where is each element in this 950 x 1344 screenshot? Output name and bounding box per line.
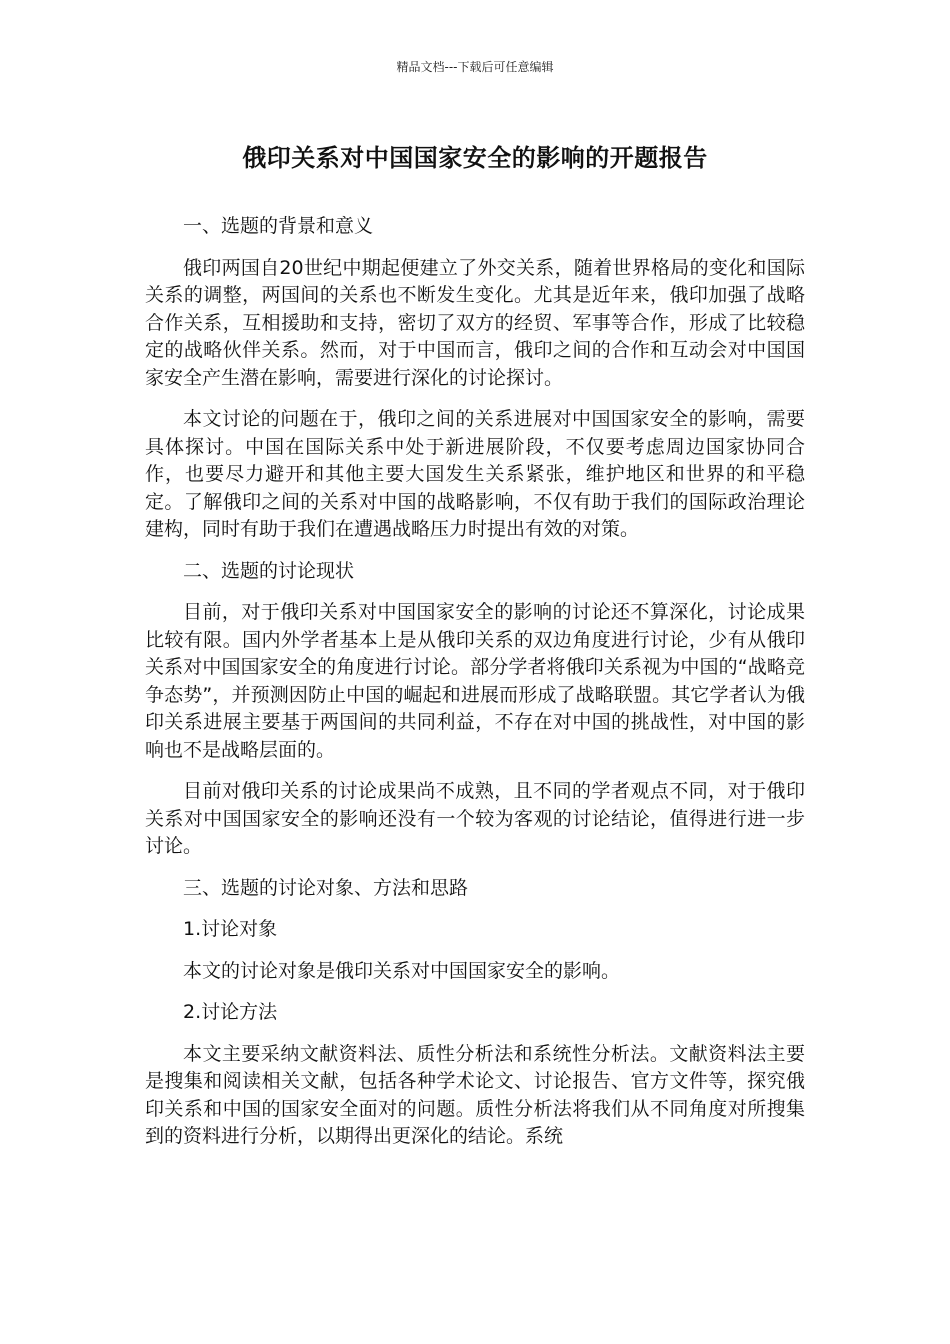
header-note: 精品文档---下载后可任意编辑 (396, 60, 554, 74)
paragraph-research-method: 本文主要采纳文献资料法、质性分析法和系统性分析法。文献资料法主要是搜集和阅读相关文献，包括各种学术论文、讨论报告、官方文件等，探究俄印关系和中国的国家安全面对的问题。质性分析法将我们从不同角度对所搜集到的资料进行分析，以期得出更深化的结论。系统 (145, 1042, 805, 1147)
paragraph-research-status-2: 目前对俄印关系的讨论成果尚不成熟，且不同的学者观点不同，对于俄印关系对中国国家安全的影响还没有一个较为客观的讨论结论，值得进行进一步讨论。 (145, 780, 805, 857)
section-heading-background: 一、选题的背景和意义 (183, 215, 374, 237)
section-heading-research-status: 二、选题的讨论现状 (183, 559, 355, 582)
document-title: 俄印关系对中国国家安全的影响的开题报告 (242, 144, 708, 172)
paragraph-research-object: 本文的讨论对象是俄印关系对中国国家安全的影响。 (183, 959, 621, 982)
section-heading-object-method: 三、选题的讨论对象、方法和思路 (183, 876, 469, 899)
subheading-research-method: 2.讨论方法 (183, 1001, 278, 1023)
paragraph-background-2: 本文讨论的问题在于，俄印之间的关系进展对中国国家安全的影响，需要具体探讨。中国在国际关系中处于新进展阶段，不仅要考虑周边国家协同合作，也要尽力避开和其他主要大国发生关系紧张，维护地区和世界的和平稳定。了解俄印之间的关系对中国的战略影响，不仅有助于我们的国际政治理论建构，同时有助于我们在遭遇战略压力时提出有效的对策。 (145, 408, 805, 540)
document-body (145, 213, 805, 1165)
paragraph-background-1: 俄印两国自20世纪中期起便建立了外交关系，随着世界格局的变化和国际关系的调整，两国间的关系也不断发生变化。尤其是近年来，俄印加强了战略合作关系，互相援助和支持，密切了双方的经贸、军事等合作，形成了比较稳定的战略伙伴关系。然而，对于中国而言，俄印之间的合作和互动会对中国国家安全产生潜在影响，需要进行深化的讨论探讨。 (145, 256, 805, 389)
paragraph-research-status-1: 目前，对于俄印关系对中国国家安全的影响的讨论还不算深化，讨论成果比较有限。国内外学者基本上是从俄印关系的双边角度进行讨论，少有从俄印关系对中国国家安全的角度进行讨论。部分学者将俄印关系视为中国的“战略竞争态势”，并预测因防止中国的崛起和进展而形成了战略联盟。其它学者认为俄印关系进展主要基于两国间的共同利益，不存在对中国的挑战性，对中国的影响也不是战略层面的。 (145, 601, 805, 761)
subheading-research-object: 1.讨论对象 (183, 918, 278, 940)
